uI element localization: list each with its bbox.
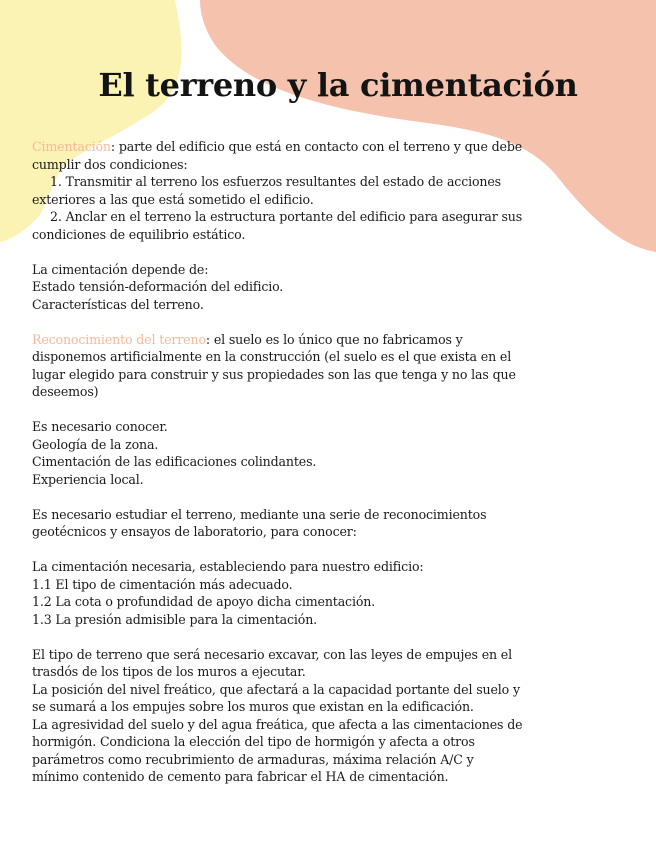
paragraph-line: La cimentación depende de: — [32, 261, 209, 277]
paragraph-line: cumplir dos condiciones: — [32, 156, 188, 172]
paragraph-line: geotécnicos y ensayos de laboratorio, para conocer: — [32, 524, 357, 539]
list-item: 1.2 La cota o profundidad de apoyo dicha cimentación. — [32, 594, 376, 609]
paragraph-line: La posición del nivel freático, que afectará a la capacidad portante del suelo y — [32, 681, 520, 697]
paragraph-line: La cimentación necesaria, estableciendo para nuestro edificio: — [32, 559, 424, 574]
paragraph-line: Estado tensión-deformación del edificio. — [32, 279, 284, 294]
section-terreno — [32, 646, 622, 786]
paragraph-line: condiciones de equilibrio estático. — [32, 226, 246, 242]
paragraph-line: disponemos artificialmente en la construcción (el suelo es el que exista en el — [32, 349, 512, 364]
paragraph-line: mínimo contenido de cemento para fabricar el HA de cimentación. — [32, 769, 449, 784]
section-depende — [32, 261, 622, 314]
paragraph-line: se sumará a los empujes sobre los muros que existan en la edificación. — [32, 699, 474, 714]
text-span: : parte del edificio que está en contacto con el terreno y que debe — [110, 139, 523, 154]
list-item: 1.3 La presión admisible para la cimentación. — [32, 611, 318, 627]
paragraph-line: La agresividad del suelo y del agua freática, que afecta a las cimentaciones de — [32, 716, 523, 732]
paragraph-line: Geología de la zona. — [32, 436, 159, 452]
paragraph-line: Características del terreno. — [32, 296, 204, 312]
paragraph-line: hormigón. Condiciona la elección del tipo de hormigón y afecta a otros — [32, 734, 475, 749]
paragraph-line: exteriores a las que está sometido el edificio. — [32, 191, 314, 207]
paragraph-line: Cimentación de las edificaciones colindantes. — [32, 454, 317, 469]
paragraph-line: parámetros como recubrimiento de armaduras, máxima relación A/C y — [32, 751, 474, 767]
section-reconocimiento — [32, 331, 622, 401]
condition-1: 1. Transmitir al terreno los esfuerzos resultantes del estado de acciones — [50, 174, 501, 189]
paragraph-line — [32, 331, 622, 349]
paragraph-line: Es necesario conocer. — [32, 419, 168, 434]
page-title: El terreno y la cimentación — [98, 66, 578, 104]
paragraph-line — [32, 138, 622, 156]
paragraph-line: Experiencia local. — [32, 471, 144, 487]
section-cimentacion — [32, 138, 622, 243]
section-conocer — [32, 418, 622, 488]
paragraph-line: Es necesario estudiar el terreno, mediante una serie de reconocimientos — [32, 506, 487, 522]
term-reconocimiento: Reconocimiento del terreno — [32, 331, 206, 347]
section-cimentacion-necesaria — [32, 558, 622, 628]
term-cimentacion: Cimentación — [32, 139, 111, 154]
paragraph-line: trasdós de los tipos de los muros a ejecutar. — [32, 664, 306, 679]
body-text — [32, 138, 622, 786]
section-estudiar — [32, 506, 622, 541]
condition-2: 2. Anclar en el terreno la estructura portante del edificio para asegurar sus — [50, 209, 523, 224]
text-span: : el suelo es lo único que no fabricamos y — [205, 331, 463, 347]
paragraph-line: deseemos) — [32, 384, 99, 399]
list-item: 1.1 El tipo de cimentación más adecuado. — [32, 576, 293, 592]
paragraph-line: lugar elegido para construir y sus propiedades son las que tenga y no las que — [32, 366, 516, 382]
paragraph-line: El tipo de terreno que será necesario excavar, con las leyes de empujes en el — [32, 646, 512, 662]
